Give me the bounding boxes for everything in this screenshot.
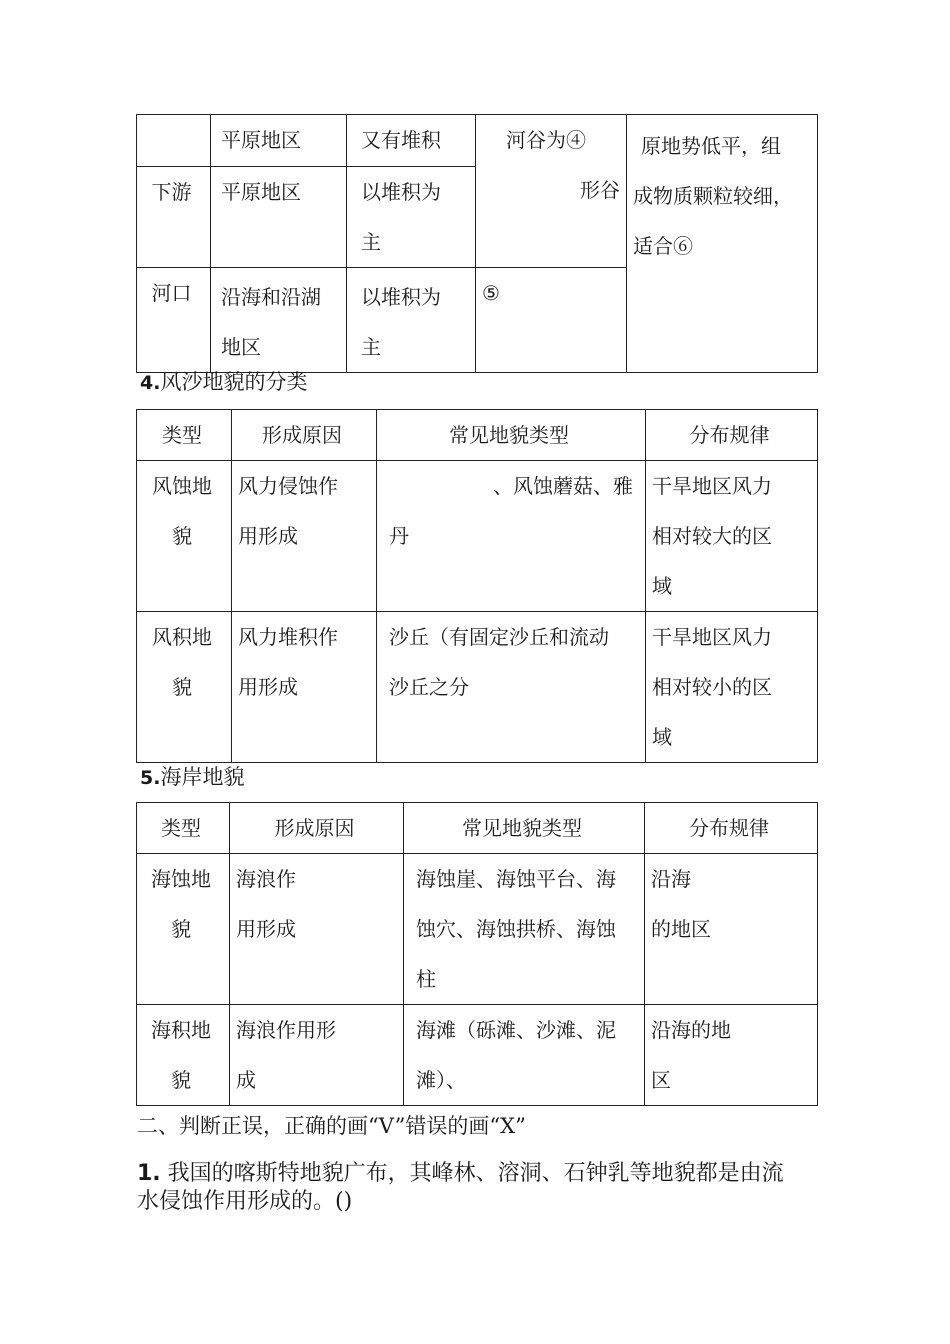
header-type: 类型 — [137, 803, 230, 854]
header-forms: 常见地貌类型 — [404, 803, 645, 854]
cell-estuary: 河口 — [137, 268, 211, 373]
cell-process: 以堆积为 主 — [347, 167, 476, 268]
cell-cause: 海浪作用形 成 — [230, 1005, 404, 1106]
cell-forms: 沙丘（有固定沙丘和流动 沙丘之分 — [377, 612, 646, 763]
cell-process: 以堆积为 主 — [347, 268, 476, 373]
cell-distribution: 沿海的地 区 — [645, 1005, 818, 1106]
river-landform-table — [136, 114, 818, 373]
section5-number: 5. — [140, 767, 161, 789]
cell-lower-reach: 下游 — [137, 167, 211, 268]
cell-forms: 海滩（砾滩、沙滩、泥 滩）、 — [404, 1005, 645, 1106]
section4-number: 4. — [140, 372, 161, 394]
cell-blank-5: ⑤ — [476, 268, 627, 373]
cell-region: 沿海和沿湖 地区 — [211, 268, 347, 373]
cell-type: 海积地 貌 — [137, 1005, 230, 1106]
section4-title: 风沙地貌的分类 — [160, 370, 308, 394]
question-1-line2: 水侵蚀作用形成的。() — [137, 1189, 353, 1214]
cell-forms: 、风蚀蘑菇、雅 丹 — [377, 461, 646, 612]
cell-forms: 海蚀崖、海蚀平台、海 蚀穴、海蚀拱桥、海蚀 柱 — [404, 854, 645, 1005]
cell-cause: 海浪作 用形成 — [230, 854, 404, 1005]
wind-landform-table — [136, 409, 818, 763]
cell-region: 平原地区 — [211, 115, 347, 167]
cell-distribution: 沿海 的地区 — [645, 854, 818, 1005]
cell-type: 海蚀地 貌 — [137, 854, 230, 1005]
cell-process: 又有堆积 — [347, 115, 476, 167]
cell-distribution: 干旱地区风力 相对较大的区 域 — [646, 461, 818, 612]
question-1-line1 — [137, 1160, 817, 1188]
header-distribution: 分布规律 — [646, 410, 818, 461]
question-1-number: 1. — [137, 1161, 161, 1186]
question-1 — [137, 1160, 817, 1216]
header-cause: 形成原因 — [232, 410, 377, 461]
question-1-text: 我国的喀斯特地貌广布，其峰林、溶洞、石钟乳等地貌都是由流 — [167, 1161, 784, 1186]
cell-type: 风积地 貌 — [137, 612, 232, 763]
cell-distribution: 干旱地区风力 相对较小的区 域 — [646, 612, 818, 763]
header-forms: 常见地貌类型 — [377, 410, 646, 461]
header-type: 类型 — [137, 410, 232, 461]
cell-type: 风蚀地 貌 — [137, 461, 232, 612]
cell-plain-note: 原地势低平，组 成物质颗粒较细， 适合⑥ — [627, 115, 818, 373]
cell-cause: 风力侵蚀作 用形成 — [232, 461, 377, 612]
header-cause: 形成原因 — [230, 803, 404, 854]
section4-heading — [140, 368, 307, 397]
cell-region: 平原地区 — [211, 167, 347, 268]
cell-cause: 风力堆积作 用形成 — [232, 612, 377, 763]
coast-landform-table — [136, 802, 818, 1106]
part2-heading: 二、判断正误，正确的画“V”错误的画“X” — [137, 1114, 526, 1138]
section5-title: 海岸地貌 — [160, 765, 245, 789]
header-distribution: 分布规律 — [645, 803, 818, 854]
section5-heading — [140, 763, 244, 792]
cell-empty — [137, 115, 211, 167]
cell-valley: 河谷为④ 形谷 — [476, 115, 627, 268]
